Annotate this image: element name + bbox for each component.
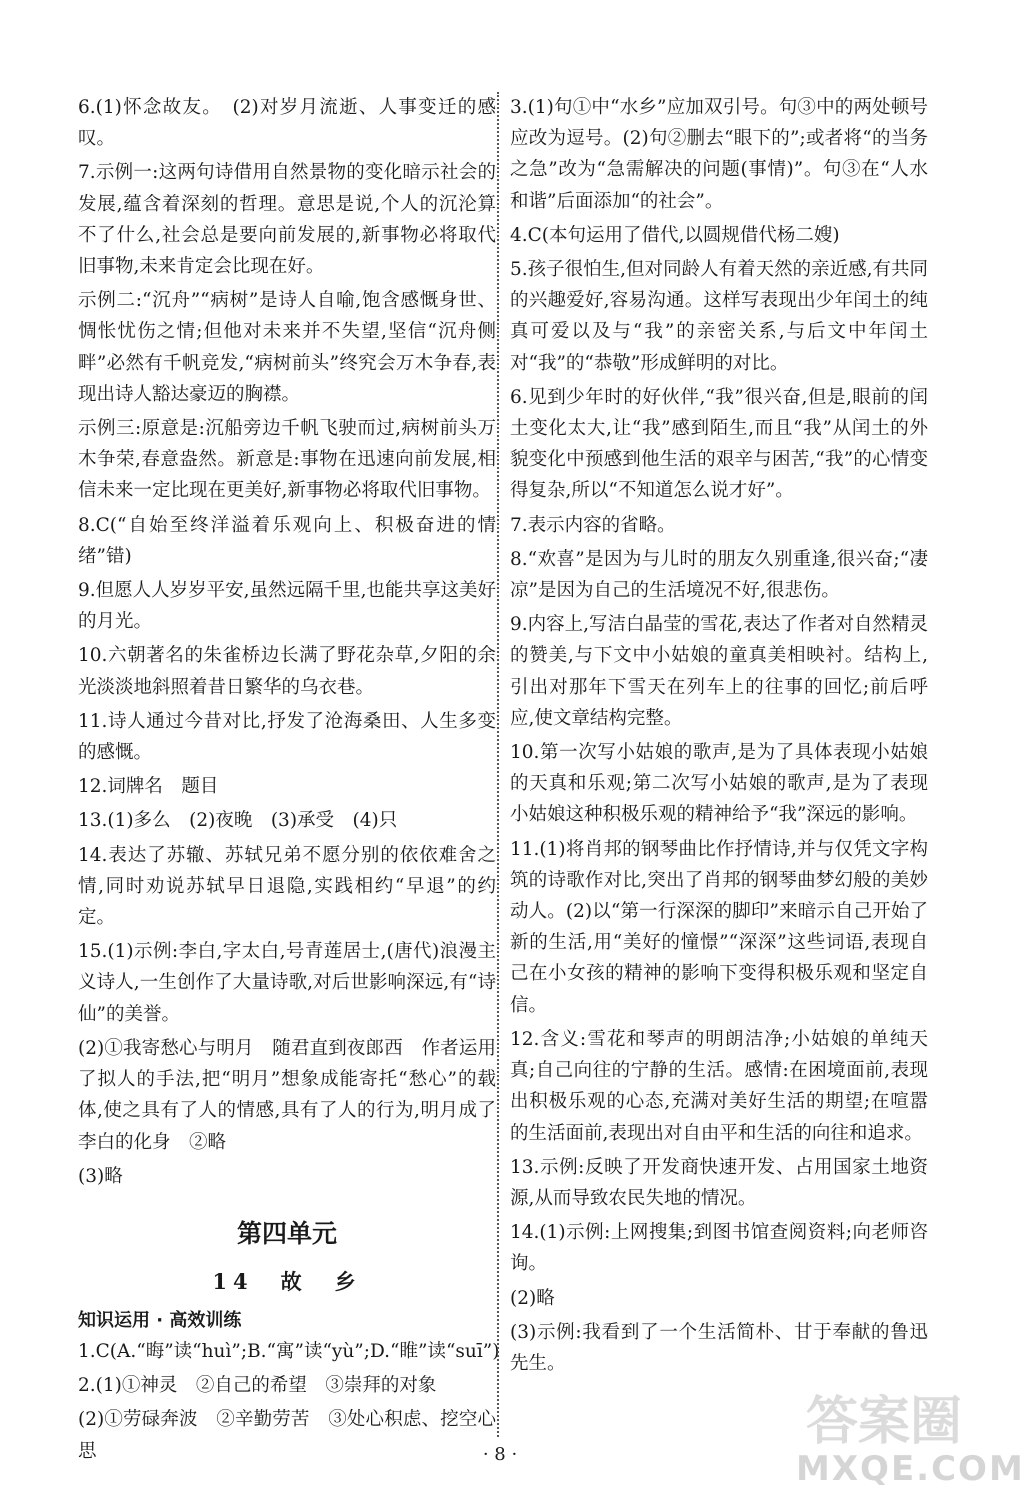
answer-item: 8.C(“自始至终洋溢着乐观向上、积极奋进的情绪”错) [78, 514, 496, 567]
answer-item: 4.C(本句运用了借代,以圆规借代杨二嫂) [510, 224, 840, 246]
answer-item: 14.(1)示例:上网搜集;到图书馆查阅资料;向老师咨询。 [510, 1222, 928, 1275]
answer-item: 15.(1)示例:李白,字太白,号青莲居士,(唐代)浪漫主义诗人,一生创作了大量诗歌,对后世影响深远,有“诗仙”的美誉。 [78, 941, 496, 1025]
watermark-logo [786, 1379, 1025, 1489]
answer-item: (3)示例:我看到了一个生活简朴、甘于奉献的鲁迅先生。 [510, 1321, 928, 1374]
answer-item: 7.表示内容的省略。 [510, 514, 676, 536]
answer-item: (3)略 [78, 1165, 123, 1187]
right-column [510, 92, 928, 1382]
answer-item: (2)①劳碌奔波 ②辛勤劳苦 ③处心积虑、挖空心思 [78, 1409, 496, 1462]
answer-item: 11.(1)将肖邦的钢琴曲比作抒情诗,并与仅凭文字构筑的诗歌作对比,突出了肖邦的钢琴曲梦幻般的美妙动人。(2)以“第一行深深的脚印”来暗示自己开始了新的生活,用“美好的憧憬”“深深”这些词语,表现自己在小女孩的精神的影响下变得积极乐观和坚定自信。 [510, 838, 928, 1016]
page-number: · 8 · [482, 1444, 518, 1465]
answer-item: 11.诗人通过今昔对比,抒发了沧海桑田、人生多变的感慨。 [78, 710, 496, 764]
answer-item: 6.(1)怀念故友。 (2)对岁月流逝、人事变迁的感叹。 [78, 97, 496, 150]
answer-item: 2.(1)①神灵 ②自己的希望 ③崇拜的对象 [78, 1375, 437, 1397]
answer-item: 10.第一次写小姑娘的歌声,是为了具体表现小姑娘的天真和乐观;第二次写小姑娘的歌声,是为了表现小姑娘这种积极乐观的精神给予“我”深远的影响。 [510, 742, 928, 826]
left-column [78, 92, 500, 1470]
answer-item: 6.见到少年时的好伙伴,“我”很兴奋,但是,眼前的闰土变化太大,让“我”感到陌生,而且“我”从闰土的外貌变化中预感到他生活的艰辛与困苦,“我”的心情变得复杂,所以“不知道怎么说才好”。 [510, 386, 928, 502]
lesson-title: 14 故 乡 [212, 1268, 362, 1294]
unit-title: 第四单元 [236, 1218, 337, 1248]
answer-item: 9.但愿人人岁岁平安,虽然远隔千里,也能共享这美好的月光。 [78, 580, 496, 633]
watermark-text: MXQE.COM [796, 1449, 1025, 1489]
answer-item: 10.六朝著名的朱雀桥边长满了野花杂草,夕阳的余光淡淡地斜照着昔日繁华的乌衣巷。 [78, 645, 496, 698]
watermark-mark: 答案圈 [806, 1392, 963, 1452]
answer-item: 3.(1)句①中“水乡”应加双引号。句③中的两处顿号应改为逗号。(2)句②删去“眼下的”;或者将“的当务之急”改为“急需解决的问题(事情)”。句③在“人水和谐”后面添加“的社会”。 [510, 97, 928, 212]
answer-item: 1.C(A.“晦”读“huì”;B.“寓”读“yù”;D.“睢”读“suī”) [78, 1340, 500, 1362]
answer-item: (2)略 [510, 1287, 555, 1309]
answer-item: 5.孩子很怕生,但对同龄人有着天然的亲近感,有共同的兴趣爱好,容易沟通。这样写表现出少年闰土的纯真可爱以及与“我”的亲密关系,与后文中年闰土对“我”的“恭敬”形成鲜明的对比。 [510, 259, 928, 374]
answer-item: 14.表达了苏辙、苏轼兄弟不愿分别的依依难舍之情,同时劝说苏轼早日退隐,实践相约“早退”的约定。 [78, 844, 496, 929]
answer-item: 13.(1)多么 (2)夜晚 (3)承受 (4)只 [78, 810, 398, 832]
answer-item: 7.示例一:这两句诗借用自然景物的变化暗示社会的发展,蕴含着深刻的哲理。意思是说,个人的沉沦算不了什么,社会总是要向前发展的,新事物必将取代旧事物,未来肯定会比现在好。 [78, 162, 496, 278]
answer-item: 9.内容上,写洁白晶莹的雪花,表达了作者对自然精灵的赞美,与下文中小姑娘的童真美相映衬。结构上,引出对那年下雪天在列车上的往事的回忆;前后呼应,使文章结构完整。 [510, 614, 928, 729]
answer-item: 12.词牌名 题目 [78, 776, 219, 798]
answer-item: (2)①我寄愁心与明月 随君直到夜郎西 作者运用了拟人的手法,把“明月”想象成能寄托“愁心”的载体,使之具有了人的情感,具有了人的行为,明月成了李白的化身 ②略 [78, 1037, 496, 1153]
section-title: 知识运用 · 高效训练 [78, 1309, 242, 1331]
answer-item: 示例三:原意是:沉船旁边千帆飞驶而过,病树前头万木争荣,春意盎然。新意是:事物在迅速向前发展,相信未来一定比现在更美好,新事物必将取代旧事物。 [78, 418, 496, 502]
answer-item: 8.“欢喜”是因为与儿时的朋友久别重逢,很兴奋;“凄凉”是因为自己的生活境况不好,很悲伤。 [510, 548, 928, 602]
answer-item: 12.含义:雪花和琴声的明朗洁净;小姑娘的单纯天真;自己向往的宁静的生活。感情:在困境面前,表现出积极乐观的心态,充满对美好生活的期望;在喧嚣的生活面前,表现出对自由平和生活的向往和追求。 [510, 1028, 928, 1144]
column-divider [497, 92, 499, 1437]
answers-before-unit [78, 92, 496, 1192]
answer-item: 13.示例:反映了开发商快速开发、占用国家土地资源,从而导致农民失地的情况。 [510, 1156, 928, 1209]
answer-item: 示例二:“沉舟”“病树”是诗人自喻,饱含感慨身世、惆怅忧伤之情;但他对未来并不失望,坚信“沉舟侧畔”必然有千帆竞发,“病树前头”终究会万木争春,表现出诗人豁达豪迈的胸襟。 [78, 290, 496, 405]
